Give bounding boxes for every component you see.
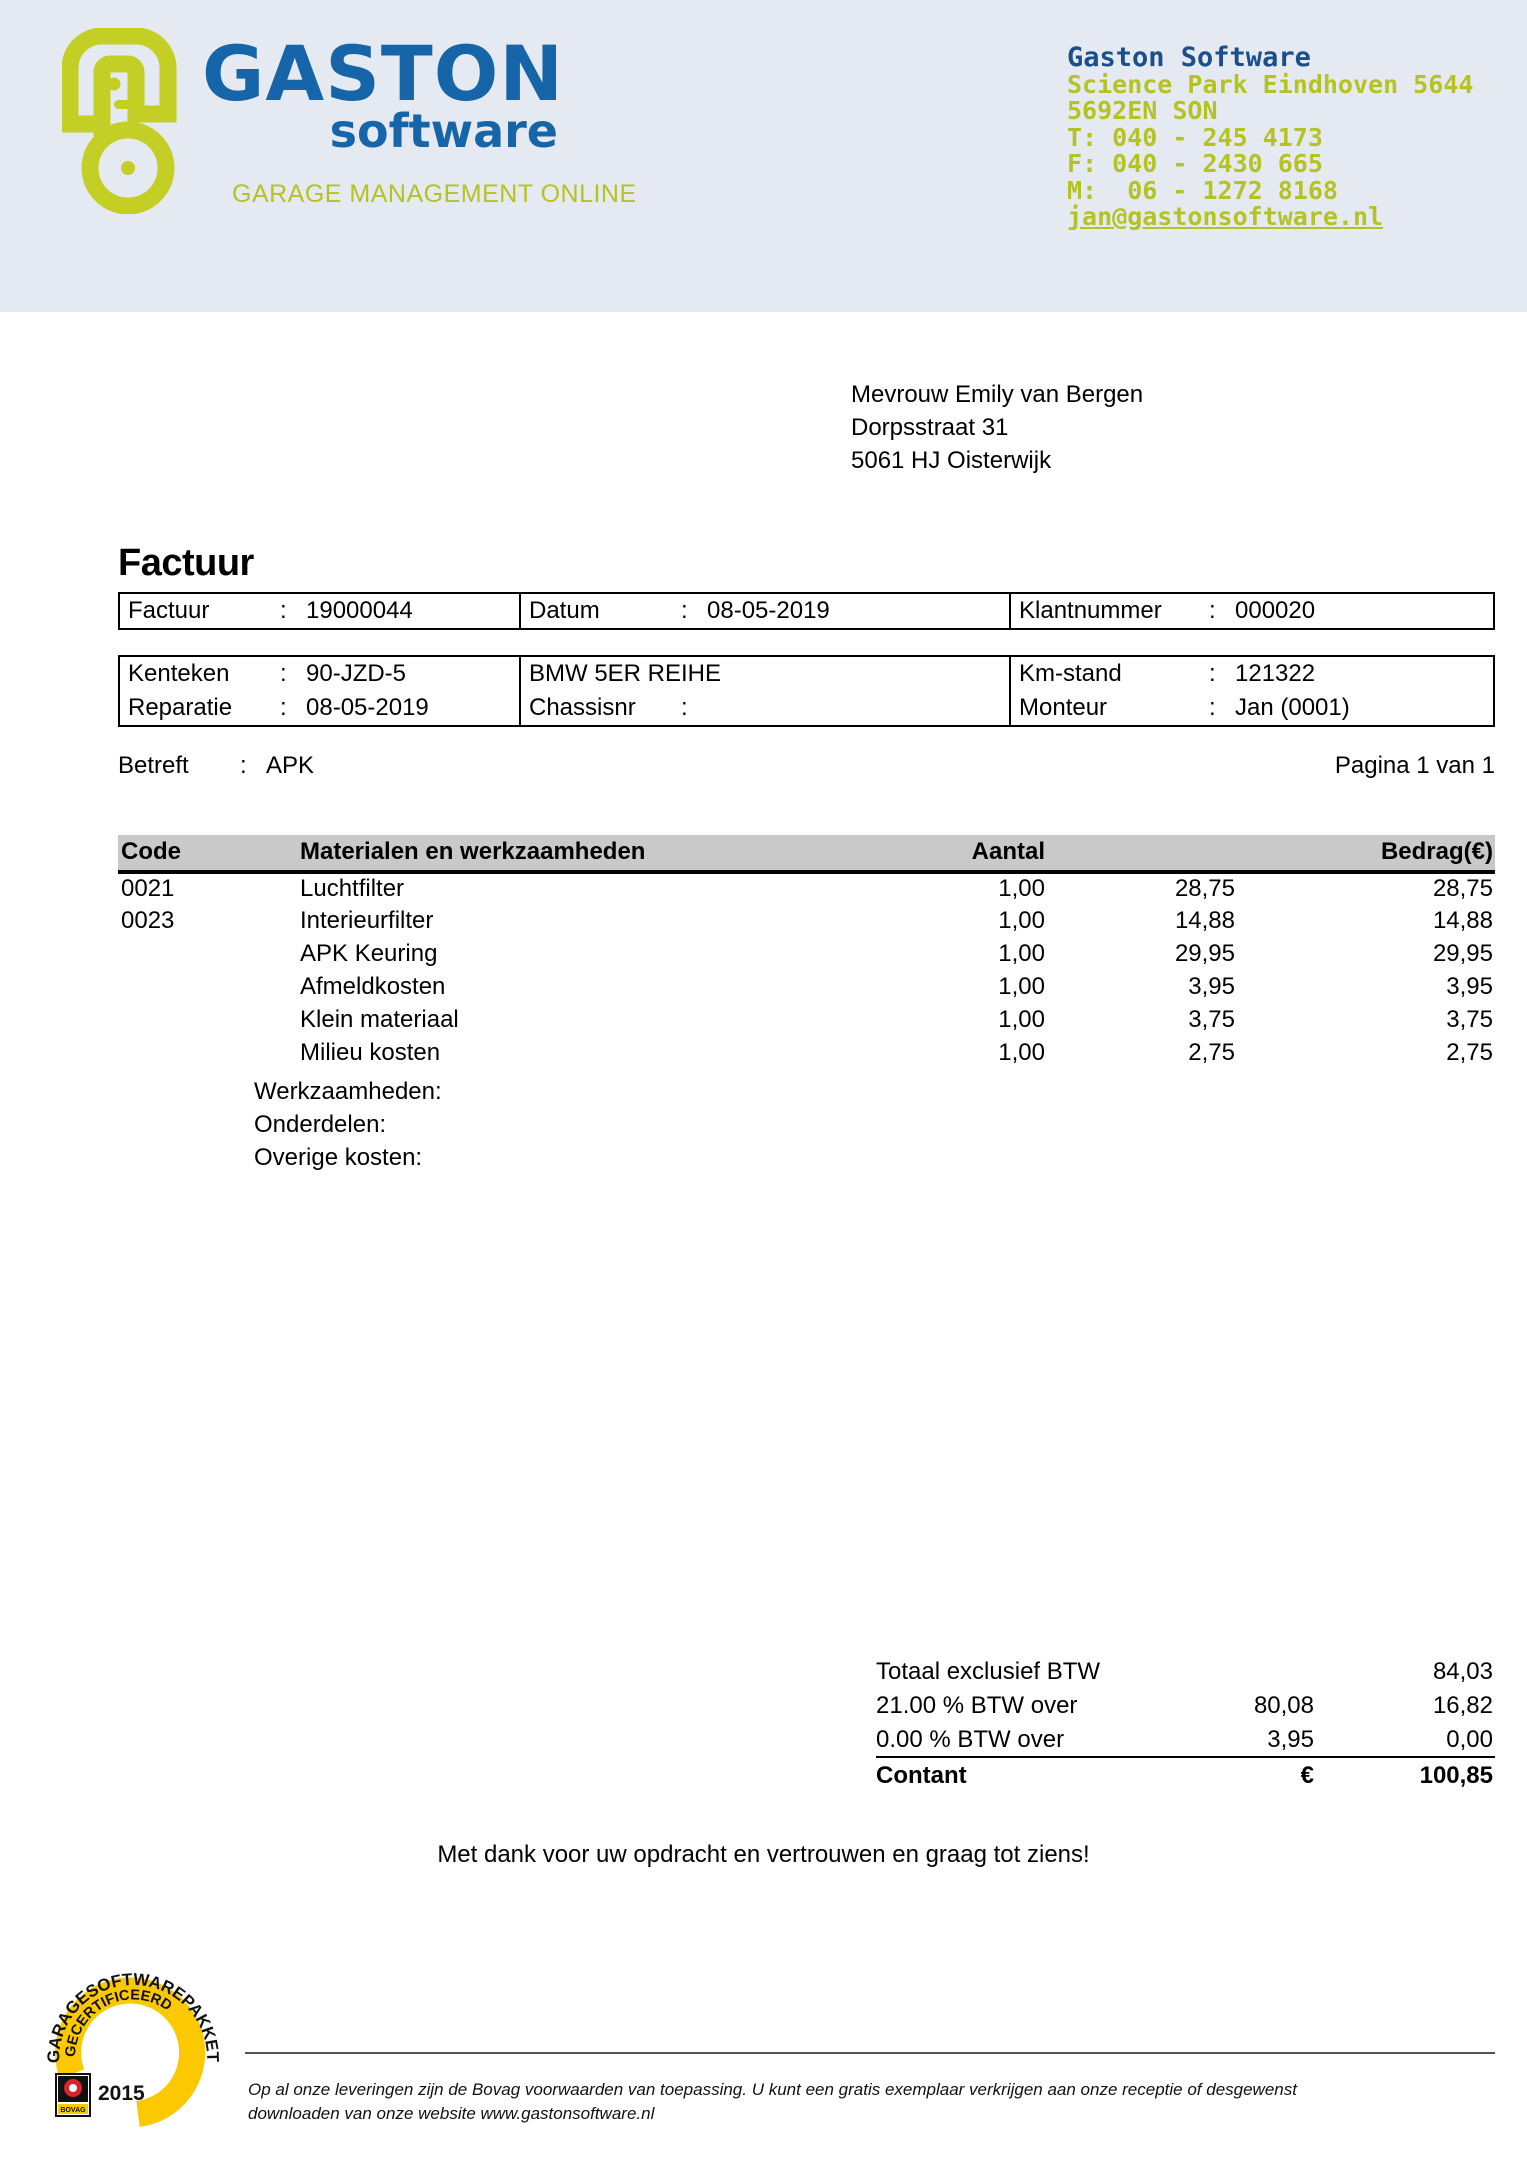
table-row	[118, 938, 1495, 971]
total-excl-label: Totaal exclusief BTW	[876, 1658, 1101, 1685]
logo-wordmark	[202, 29, 564, 158]
chassis-label: Chassisnr	[529, 693, 636, 721]
invoice-date-value: 08-05-2019	[707, 596, 830, 624]
vat-high-base: 80,08	[1253, 1692, 1314, 1719]
grand-total-value: 100,85	[1419, 1762, 1493, 1789]
repair-date-value: 08-05-2019	[306, 693, 429, 721]
table-row	[120, 594, 1493, 628]
svg-text:GARAGESOFTWAREPAKKET: GARAGESOFTWAREPAKKET	[44, 1969, 223, 2064]
header-quantity: Aantal	[860, 835, 1045, 872]
invoice-date-label: Datum	[529, 596, 600, 624]
header-description: Materialen en werkzaamheden	[300, 835, 860, 872]
footer-terms-line2: downloaden van onze website www.gastonsoftware.nl	[248, 2104, 655, 2123]
customer-number-value: 000020	[1235, 596, 1316, 624]
invoice-number-cell	[120, 594, 520, 628]
company-name: Gaston Software	[1067, 42, 1311, 73]
colon-glyph: :	[280, 693, 287, 721]
cell-price: 3,95	[1188, 973, 1235, 1000]
cell-description: Klein materiaal	[300, 1006, 459, 1033]
table-row	[120, 657, 1493, 691]
customer-number-label: Klantnummer	[1019, 596, 1162, 624]
colon-glyph: :	[681, 596, 688, 624]
header-price	[1045, 835, 1235, 872]
page-indicator: Pagina 1 van 1	[1334, 752, 1495, 779]
footer-terms-line1: Op al onze leveringen zijn de Bovag voorwaarden van toepassing. U kunt een gratis exemplaar verkrijgen aan onze receptie of desgewenst	[248, 2080, 1297, 2099]
summary-other: Overige kosten:	[254, 1144, 423, 1171]
chassis-cell	[520, 691, 1010, 725]
total-excl-base	[1166, 1655, 1326, 1689]
addressee-name: Mevrouw Emily van Bergen	[851, 381, 1144, 408]
cell-price: 28,75	[1174, 875, 1235, 902]
table-header-row	[118, 835, 1495, 872]
cell-amount: 2,75	[1446, 1039, 1493, 1066]
table-row	[118, 905, 1495, 938]
page-title: Factuur	[118, 542, 254, 584]
cell-description: Milieu kosten	[300, 1039, 441, 1066]
logo-secondary-text: software	[329, 104, 558, 158]
line-items-table	[118, 835, 1495, 1070]
total-row-excl	[876, 1655, 1495, 1689]
cell-description: APK Keuring	[300, 940, 438, 967]
line-items-body	[118, 872, 1495, 1070]
cell-quantity: 1,00	[998, 875, 1045, 902]
company-mobile: M: 06 - 1272 8168	[1067, 175, 1338, 205]
cell-code	[118, 971, 300, 1004]
cell-code: 0023	[121, 907, 175, 934]
currency-symbol: €	[1300, 1762, 1314, 1789]
total-row-grand	[876, 1757, 1495, 1791]
invoice-info-table	[118, 592, 1495, 630]
header-band	[0, 0, 1527, 312]
cell-price: 3,75	[1188, 1006, 1235, 1033]
cell-code	[118, 1037, 300, 1070]
subject-value: APK	[266, 752, 315, 779]
logo-tagline: GARAGE MANAGEMENT ONLINE	[232, 180, 637, 208]
company-phone: T: 040 - 245 4173	[1067, 122, 1323, 152]
repair-date-label: Reparatie	[128, 693, 233, 721]
vehicle-info-table	[118, 655, 1495, 727]
cell-amount: 3,95	[1446, 973, 1493, 1000]
colon-glyph: :	[1209, 659, 1216, 687]
invoice-date-cell	[520, 594, 1010, 628]
cell-price: 29,95	[1174, 940, 1235, 967]
vat-high-label: 21.00 % BTW over	[876, 1692, 1078, 1719]
summary-parts: Onderdelen:	[254, 1111, 387, 1138]
total-row-vat-zero	[876, 1723, 1495, 1757]
vat-zero-value: 0,00	[1326, 1723, 1495, 1757]
company-logo	[62, 28, 672, 168]
company-email-link[interactable]: jan@gastonsoftware.nl	[1067, 202, 1384, 231]
cell-quantity: 1,00	[998, 1039, 1045, 1066]
total-row-vat-high	[876, 1689, 1495, 1723]
colon-glyph: :	[1209, 693, 1216, 721]
repair-date-cell	[120, 691, 520, 725]
svg-text:GECERTIFICEERD: GECERTIFICEERD	[62, 1987, 175, 2058]
cell-price: 14,88	[1174, 907, 1235, 934]
vehicle-model-value: BMW 5ER REIHE	[529, 659, 722, 687]
customer-number-cell	[1010, 594, 1493, 628]
company-address: Science Park Eindhoven 5644	[1067, 69, 1474, 99]
cell-amount: 29,95	[1432, 940, 1493, 967]
invoice-number-label: Factuur	[128, 596, 210, 624]
table-row	[118, 1004, 1495, 1037]
colon-glyph: :	[681, 693, 688, 721]
vat-zero-base: 3,95	[1166, 1723, 1326, 1757]
cell-code	[118, 1004, 300, 1037]
plate-value: 90-JZD-5	[306, 659, 407, 687]
grand-total-label: Contant	[876, 1762, 967, 1789]
cell-quantity: 1,00	[998, 940, 1045, 967]
cell-description: Afmeldkosten	[300, 973, 446, 1000]
gaston-robot-icon	[62, 28, 194, 214]
cell-description: Luchtfilter	[300, 875, 405, 902]
colon-glyph: :	[280, 596, 287, 624]
svg-text:BOVAG: BOVAG	[60, 2107, 86, 2114]
plate-label: Kenteken	[128, 659, 230, 687]
mechanic-cell	[1010, 691, 1493, 725]
km-label: Km-stand	[1019, 659, 1122, 687]
header-code: Code	[118, 835, 300, 872]
colon-glyph: :	[240, 752, 247, 779]
cell-amount: 28,75	[1432, 875, 1493, 902]
footer-divider	[245, 2052, 1495, 2054]
summary-labour: Werkzaamheden:	[254, 1078, 442, 1105]
cell-description: Interieurfilter	[300, 907, 434, 934]
category-summary	[254, 1075, 442, 1174]
vat-high-value: 16,82	[1432, 1692, 1493, 1719]
total-excl-value: 84,03	[1432, 1658, 1493, 1685]
company-fax: F: 040 - 2430 665	[1067, 149, 1323, 178]
certification-seal-icon	[42, 1962, 224, 2137]
vat-zero-label: 0.00 % BTW over	[876, 1723, 1166, 1757]
mechanic-value: Jan (0001)	[1235, 693, 1350, 721]
svg-text:2015: 2015	[98, 2082, 145, 2105]
km-value: 121322	[1235, 659, 1316, 687]
plate-cell	[120, 657, 520, 691]
addressee-city: 5061 HJ Oisterwijk	[851, 447, 1052, 474]
mechanic-label: Monteur	[1019, 693, 1108, 721]
invoice-number-value: 19000044	[306, 596, 413, 624]
addressee-street: Dorpsstraat 31	[851, 414, 1009, 441]
cell-amount: 14,88	[1432, 907, 1493, 934]
subject-label: Betreft	[118, 752, 189, 779]
addressee-block	[851, 378, 1143, 477]
logo-primary-text: GASTON	[202, 29, 564, 118]
table-row	[118, 1037, 1495, 1070]
company-contact-block	[1067, 42, 1474, 231]
table-row	[118, 872, 1495, 905]
table-row	[120, 691, 1493, 725]
km-cell	[1010, 657, 1493, 691]
cell-price: 2,75	[1188, 1039, 1235, 1066]
colon-glyph: :	[280, 659, 287, 687]
cell-amount: 3,75	[1446, 1006, 1493, 1033]
cell-quantity: 1,00	[998, 973, 1045, 1000]
vehicle-model-cell	[520, 657, 1010, 691]
cell-code: 0021	[121, 875, 175, 902]
cell-quantity: 1,00	[998, 1006, 1045, 1033]
header-amount: Bedrag(€)	[1235, 835, 1495, 872]
cell-code	[118, 938, 300, 971]
colon-glyph: :	[1209, 596, 1216, 624]
company-postal-city: 5692EN SON	[1067, 96, 1218, 125]
table-row	[118, 971, 1495, 1004]
totals-block	[876, 1655, 1495, 1791]
thank-you-message: Met dank voor uw opdracht en vertrouwen en graag tot ziens!	[437, 1841, 1090, 1868]
cell-quantity: 1,00	[998, 907, 1045, 934]
footer-terms	[248, 2078, 1488, 2126]
